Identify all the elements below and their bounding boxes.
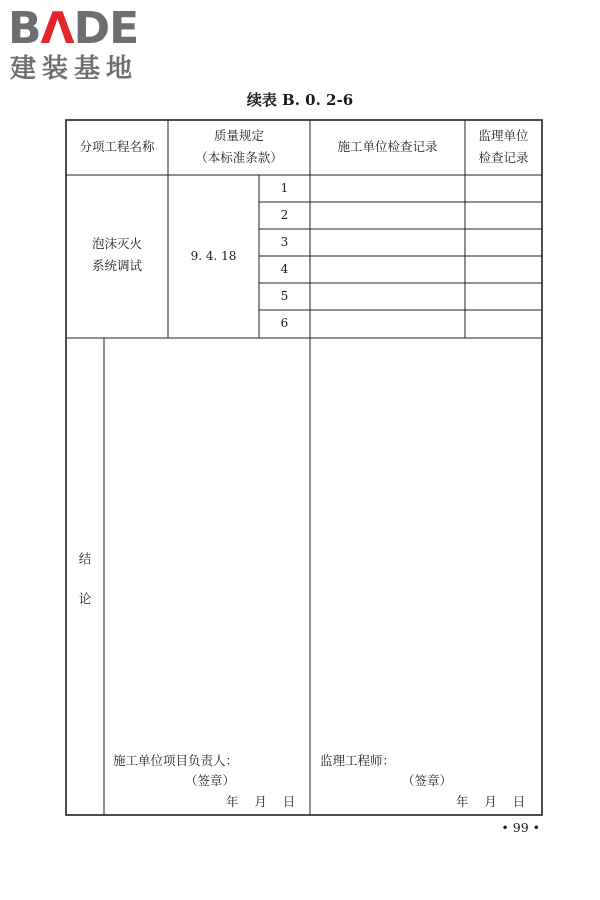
table-border <box>66 120 542 815</box>
contractor-date: 年 月 日 <box>226 794 296 809</box>
header-contractor-record: 施工单位检查记录 <box>337 139 438 154</box>
supervisor-date: 年 月 日 <box>456 794 526 809</box>
supervisor-seal: （签章） <box>402 773 453 788</box>
supervisor-sign-label: 监理工程师： <box>320 753 396 768</box>
item-clause: 9. 4. 18 <box>190 249 237 263</box>
header-supervisor-line1: 监理单位 <box>478 128 529 143</box>
contractor-sign-label: 施工单位项目负责人： <box>113 753 239 768</box>
row-number: 5 <box>280 289 289 303</box>
row-number: 1 <box>280 181 289 195</box>
page-number: • 99 • <box>501 820 540 835</box>
item-name-line1: 泡沫灭火 <box>91 236 142 251</box>
conclusion-label-char2: 论 <box>78 591 92 606</box>
header-quality-line2: （本标准条款） <box>195 150 283 165</box>
row-number: 2 <box>280 208 289 222</box>
row-number: 4 <box>280 262 289 276</box>
header-quality-line1: 质量规定 <box>213 128 264 143</box>
contractor-seal: （签章） <box>185 773 236 788</box>
logo-brand-text: BΛDE <box>8 3 139 54</box>
header-sub-project: 分项工程名称 <box>79 139 155 154</box>
conclusion-label-char1: 结 <box>78 551 92 566</box>
table-caption: 续表 B. 0. 2-6 <box>246 91 354 109</box>
row-number: 3 <box>280 235 289 249</box>
row-number: 6 <box>280 316 289 330</box>
item-name-line2: 系统调试 <box>91 258 142 273</box>
header-supervisor-line2: 检查记录 <box>478 150 529 165</box>
logo-subtitle: 建装基地 <box>10 54 139 84</box>
